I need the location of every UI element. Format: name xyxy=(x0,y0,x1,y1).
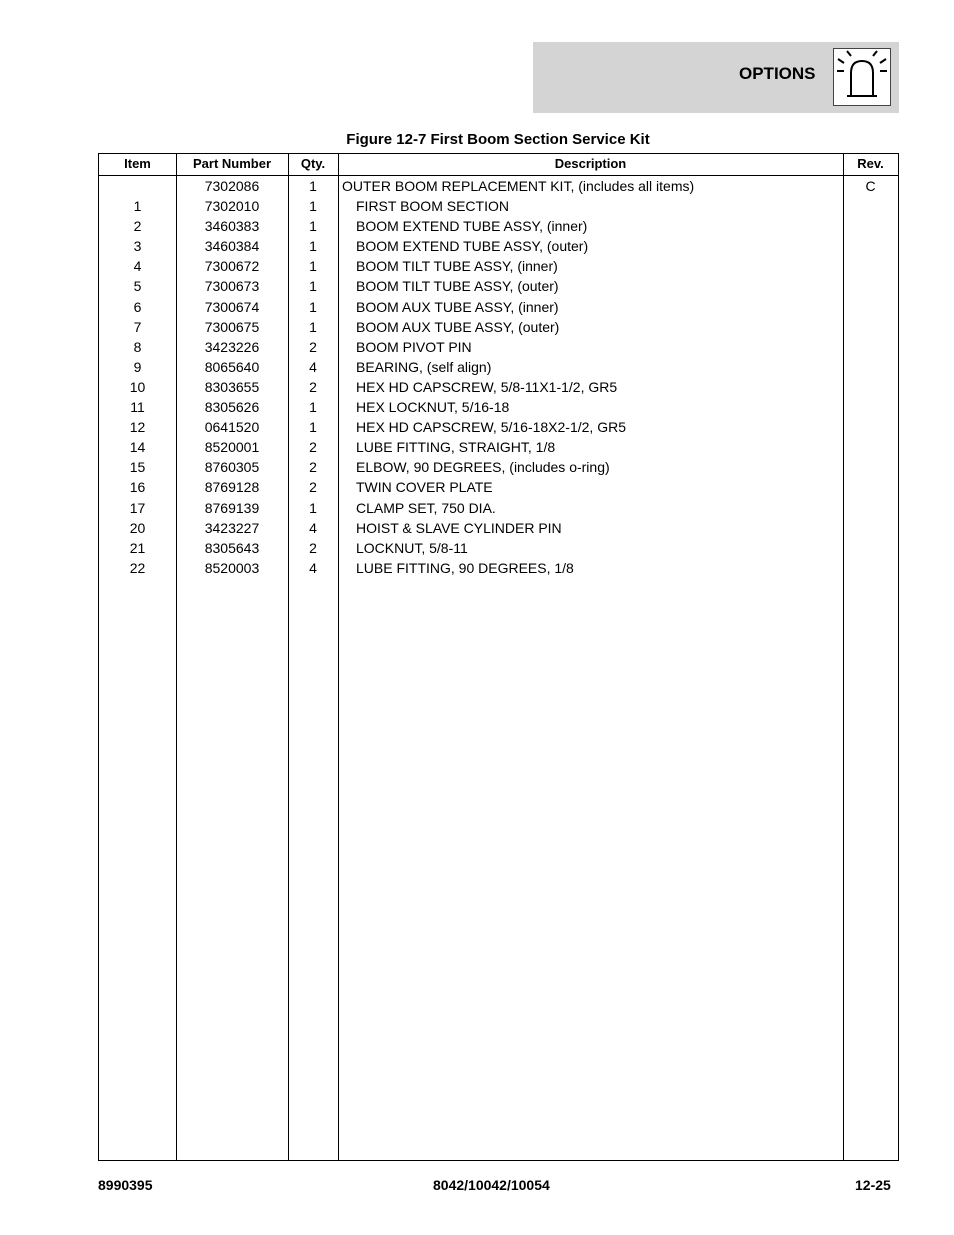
cell-qty: 1 xyxy=(309,178,317,194)
header-item: Item xyxy=(124,156,151,171)
cell-part-number: 8303655 xyxy=(204,378,260,395)
table-row xyxy=(99,276,898,296)
cell-qty: 1 xyxy=(309,399,317,416)
cell-item: 10 xyxy=(129,378,146,395)
cell-item: 22 xyxy=(129,559,146,576)
cell-description: BOOM TILT TUBE ASSY, (inner) xyxy=(356,258,558,275)
cell-description: FIRST BOOM SECTION xyxy=(356,198,509,215)
table-row xyxy=(99,437,898,457)
table-row xyxy=(99,297,898,317)
cell-description: HEX HD CAPSCREW, 5/8-11X1-1/2, GR5 xyxy=(356,378,618,395)
cell-description: TWIN COVER PLATE xyxy=(356,479,493,496)
cell-description: HEX HD CAPSCREW, 5/16-18X2-1/2, GR5 xyxy=(356,419,626,436)
cell-description: BOOM PIVOT PIN xyxy=(356,338,472,355)
cell-qty: 1 xyxy=(309,499,317,516)
cell-item: 2 xyxy=(133,218,142,235)
cell-qty: 1 xyxy=(309,198,317,215)
cell-description: BOOM AUX TUBE ASSY, (inner) xyxy=(356,298,559,315)
cell-part-number: 0641520 xyxy=(204,419,260,436)
cell-item: 21 xyxy=(129,539,146,556)
cell-qty: 1 xyxy=(309,298,317,315)
cell-qty: 1 xyxy=(309,278,317,295)
cell-part-number: 7300672 xyxy=(204,258,260,275)
cell-qty: 2 xyxy=(309,459,317,476)
cell-rev: C xyxy=(865,178,876,194)
table-row xyxy=(99,558,898,578)
cell-qty: 1 xyxy=(309,419,317,436)
cell-part-number: 8769128 xyxy=(204,479,260,496)
table-row xyxy=(99,457,898,477)
cell-description: OUTER BOOM REPLACEMENT KIT, (includes all items) xyxy=(342,178,695,194)
cell-item: 20 xyxy=(129,519,146,536)
cell-qty: 4 xyxy=(309,519,317,536)
cell-item: 1 xyxy=(133,198,142,215)
header-description: Description xyxy=(554,156,627,171)
cell-description: BOOM AUX TUBE ASSY, (outer) xyxy=(356,318,560,335)
cell-qty: 2 xyxy=(309,439,317,456)
cell-qty: 4 xyxy=(309,559,317,576)
table-body xyxy=(99,176,898,578)
cell-qty: 2 xyxy=(309,479,317,496)
cell-description: HEX LOCKNUT, 5/16-18 xyxy=(356,399,510,416)
table-row xyxy=(99,538,898,558)
cell-item: 17 xyxy=(129,499,146,516)
cell-description: BOOM EXTEND TUBE ASSY, (inner) xyxy=(356,218,588,235)
cell-qty: 1 xyxy=(309,238,317,255)
cell-description: HOIST & SLAVE CYLINDER PIN xyxy=(356,519,562,536)
cell-description: LOCKNUT, 5/8-11 xyxy=(356,539,468,556)
cell-item: 7 xyxy=(133,318,142,335)
cell-item: 15 xyxy=(129,459,146,476)
cell-part-number: 7300674 xyxy=(204,298,260,315)
table-row xyxy=(99,477,898,497)
cell-description: LUBE FITTING, STRAIGHT, 1/8 xyxy=(356,439,556,456)
cell-description: LUBE FITTING, 90 DEGREES, 1/8 xyxy=(356,559,574,576)
cell-description: BOOM EXTEND TUBE ASSY, (outer) xyxy=(356,238,589,255)
cell-part-number: 8305626 xyxy=(204,399,260,416)
table-row xyxy=(99,498,898,518)
table-row xyxy=(99,377,898,397)
header-qty: Qty. xyxy=(300,156,326,171)
options-lightbulb-icon xyxy=(833,48,891,106)
cell-qty: 1 xyxy=(309,318,317,335)
figure-title: Figure 12-7 First Boom Section Service Kit xyxy=(346,131,650,148)
cell-qty: 2 xyxy=(309,338,317,355)
cell-qty: 1 xyxy=(309,258,317,275)
table-row xyxy=(99,196,898,216)
cell-description: ELBOW, 90 DEGREES, (includes o-ring) xyxy=(356,459,610,476)
table-row xyxy=(99,397,898,417)
cell-item: 8 xyxy=(133,338,142,355)
cell-part-number: 7302010 xyxy=(204,198,260,215)
cell-part-number: 3460383 xyxy=(204,218,260,235)
table-row xyxy=(99,176,898,196)
cell-part-number: 7300675 xyxy=(204,318,260,335)
table-row xyxy=(99,317,898,337)
table-row xyxy=(99,216,898,236)
cell-qty: 2 xyxy=(309,539,317,556)
cell-part-number: 7300673 xyxy=(204,278,260,295)
cell-qty: 2 xyxy=(309,378,317,395)
cell-part-number: 3423227 xyxy=(204,519,260,536)
cell-description: BOOM TILT TUBE ASSY, (outer) xyxy=(356,278,559,295)
table-row xyxy=(99,518,898,538)
parts-table xyxy=(98,153,899,1161)
section-title: OPTIONS xyxy=(739,64,816,83)
footer-model: 8042/10042/10054 xyxy=(433,1177,550,1193)
cell-part-number: 8305643 xyxy=(204,539,260,556)
table-row xyxy=(99,256,898,276)
cell-item: 14 xyxy=(129,439,146,456)
cell-item: 16 xyxy=(129,479,146,496)
cell-part-number: 8769139 xyxy=(204,499,260,516)
table-row xyxy=(99,236,898,256)
table-row xyxy=(99,337,898,357)
cell-description: CLAMP SET, 750 DIA. xyxy=(356,499,496,516)
cell-item: 5 xyxy=(133,278,142,295)
cell-part-number: 8520001 xyxy=(204,439,260,456)
cell-item: 9 xyxy=(133,358,142,375)
cell-qty: 4 xyxy=(309,358,317,375)
cell-item: 4 xyxy=(133,258,142,275)
cell-part-number: 8520003 xyxy=(204,559,260,576)
cell-item: 6 xyxy=(133,298,142,315)
cell-item: 12 xyxy=(129,419,146,436)
header-rev: Rev. xyxy=(857,156,884,171)
table-row xyxy=(99,417,898,437)
footer-page-number: 12-25 xyxy=(855,1177,891,1193)
cell-item: 11 xyxy=(130,399,145,416)
cell-item: 3 xyxy=(133,238,142,255)
footer-doc-number: 8990395 xyxy=(98,1177,153,1193)
cell-part-number: 3460384 xyxy=(204,238,260,255)
header-part-number: Part Number xyxy=(192,156,272,171)
table-row xyxy=(99,357,898,377)
cell-qty: 1 xyxy=(309,218,317,235)
cell-part-number: 8065640 xyxy=(204,358,260,375)
cell-part-number: 8760305 xyxy=(204,459,260,476)
cell-part-number: 7302086 xyxy=(204,178,260,194)
cell-description: BEARING, (self align) xyxy=(356,358,492,375)
cell-part-number: 3423226 xyxy=(204,338,260,355)
table-header-row xyxy=(99,154,898,176)
